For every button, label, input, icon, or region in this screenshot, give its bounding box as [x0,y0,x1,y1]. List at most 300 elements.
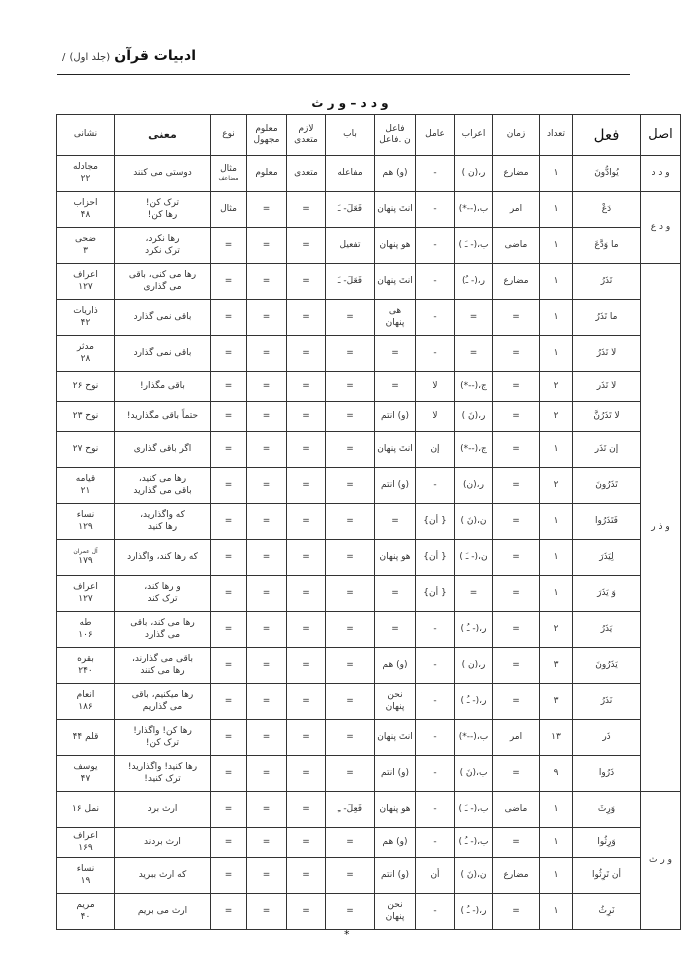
verb-cell: ذَر [573,720,641,756]
meaning-cell [115,192,211,228]
meaning-cell [115,894,211,930]
ref-line: ذاریات [73,306,98,317]
fail-cell [375,300,416,336]
fail-line: (و) انتم [381,869,409,880]
fail-cell [375,828,416,858]
table-row [57,192,681,228]
ref-line: ۴۸ [80,209,91,220]
tense-cell: = [493,504,540,540]
amil-cell: - [416,792,455,828]
ref-line: ۳ [83,245,88,256]
irab-cell: ن،(نَ ) [455,858,493,894]
count-cell: ۲ [540,612,573,648]
meaning-line: رها می کنی، باقی [128,270,197,281]
table-row [57,402,681,432]
type-sub: مضاعف [218,175,239,183]
table-row [57,336,681,372]
malum-cell: = [247,504,287,540]
fail-cell [375,576,416,612]
ref-line: نوح ۲۳ [72,410,99,421]
malum-cell: = [247,756,287,792]
verb-cell: وَرِثُوا [573,828,641,858]
lazim-cell: = [287,468,326,504]
count-cell: ۱۳ [540,720,573,756]
fail-line: (و) انتم [381,410,409,421]
verb-cell: نَذَرُ [573,684,641,720]
count-cell: ۳ [540,648,573,684]
type-value: = [224,443,233,454]
tense-cell: = [493,372,540,402]
tense-cell: = [493,432,540,468]
count-cell: ۱ [540,828,573,858]
type-value: = [224,347,233,358]
ref-line: ۱۹ [80,875,91,886]
table-row [57,432,681,468]
type-value: = [224,803,233,814]
malum-cell: = [247,894,287,930]
type-cell [211,156,247,192]
header-rule [57,74,630,75]
root-cell: و ر ث [641,792,681,930]
count-cell: ۲ [540,468,573,504]
verb-cell: نَرِثُ [573,894,641,930]
meaning-line: حتماً باقی مگذارید! [126,410,199,421]
bab-cell: = [326,540,375,576]
meaning-line: می گذاری [143,281,182,292]
irab-cell: ب،(- ـَ ) [455,228,493,264]
fail-line: = [391,623,399,634]
ref-line: ۲۴۰ [78,665,93,676]
ref-line: اعراف [73,270,98,281]
root-cell: و د ع [641,192,681,264]
fail-cell [375,192,416,228]
fail-cell [375,372,416,402]
col-verb: فعل [573,115,641,156]
type-cell [211,336,247,372]
amil-cell: - [416,156,455,192]
ref-line: مدثر [76,342,94,353]
amil-cell: - [416,684,455,720]
fail-line: پنهان [385,911,405,922]
lazim-cell: = [287,336,326,372]
meaning-cell [115,336,211,372]
fail-line: هو پنهان [379,803,411,814]
count-cell: ۱ [540,228,573,264]
type-value: مثال [220,164,237,175]
lazim-cell: = [287,756,326,792]
meaning-line: می گذاریم [142,701,183,712]
meaning-line: ترک نکرد [145,245,180,256]
malum-cell: = [247,612,287,648]
fail-line: نحن [387,900,403,911]
irab-cell: ر،(ن) [455,468,493,504]
tense-cell: = [493,612,540,648]
bab-cell: = [326,648,375,684]
malum-cell: = [247,648,287,684]
fail-cell [375,612,416,648]
ref-line: ۴۲ [80,317,91,328]
ref-line: ۱۲۷ [78,593,93,604]
lazim-cell: = [287,504,326,540]
meaning-cell [115,792,211,828]
fail-line: هی [388,306,402,317]
count-cell: ۱ [540,504,573,540]
col-type: نوع [211,115,247,156]
count-cell: ۱ [540,336,573,372]
fail-cell [375,264,416,300]
verb-cell: وَرِثَ [573,792,641,828]
malum-cell: معلوم [247,156,287,192]
amil-cell: { أن} [416,540,455,576]
ref-line: نساء [76,510,95,521]
count-cell: ۹ [540,756,573,792]
type-cell [211,264,247,300]
type-value: = [224,836,233,847]
amil-cell: أن [416,858,455,894]
ref-line: ۱۲۹ [78,521,93,532]
malum-cell: = [247,228,287,264]
ref-line: اعراف [73,582,98,593]
meaning-line: رها کنید [147,521,178,532]
table-row [57,756,681,792]
bab-cell: = [326,720,375,756]
lazim-cell: = [287,792,326,828]
verb-cell: يُوادُّونَ [573,156,641,192]
type-cell [211,228,247,264]
irab-cell: ب،(--*) [455,192,493,228]
table-row [57,828,681,858]
ref-line: طه [79,618,92,629]
amil-cell: إن [416,432,455,468]
ref-line: بقره [77,654,94,665]
lazim-cell: = [287,720,326,756]
amil-cell: - [416,192,455,228]
count-cell: ۱ [540,858,573,894]
meaning-cell [115,228,211,264]
fail-line: انتَ پنهان [377,203,413,214]
type-value: = [224,731,233,742]
book-title: ادبیات قرآن [114,48,197,64]
bab-cell: = [326,828,375,858]
table-row [57,858,681,894]
fail-line: = [391,587,399,598]
ref-cell [57,264,115,300]
table-row [57,648,681,684]
bab-cell: = [326,684,375,720]
table-row [57,228,681,264]
meaning-line: ارث برد [147,803,178,814]
col-tense: زمان [493,115,540,156]
ref-cell [57,858,115,894]
col-lazim: لازم متعدی [287,115,326,156]
ref-cell [57,192,115,228]
ref-line: ۲۲ [80,173,91,184]
meaning-cell [115,372,211,402]
meaning-cell [115,468,211,504]
bab-cell: فَعِلَ- ـِ [326,792,375,828]
irab-cell: ر،(- ـُ ) [455,894,493,930]
ref-line: ۱۰۶ [78,629,93,640]
verb-cell: أن تَرِثُوا [573,858,641,894]
ref-cell [57,402,115,432]
ref-line: ضحی [75,234,96,245]
ref-cell [57,792,115,828]
page-header [62,48,196,64]
fail-cell [375,402,416,432]
meaning-cell [115,402,211,432]
meaning-line: ارث می بریم [137,905,188,916]
amil-cell: { أن} [416,504,455,540]
ref-line: ۱۷۹ [78,555,93,566]
count-cell: ۱ [540,576,573,612]
lazim-cell: متعدی [287,156,326,192]
amil-cell: { أن} [416,576,455,612]
type-cell [211,828,247,858]
meaning-cell [115,858,211,894]
ref-cell [57,156,115,192]
irab-cell: ن،(- ـَ ) [455,540,493,576]
meaning-cell [115,684,211,720]
ref-cell [57,540,115,576]
fail-line: نحن [387,690,403,701]
table-row [57,894,681,930]
meaning-line: ارث بردند [144,836,181,847]
fail-line: = [391,347,399,358]
malum-cell: = [247,540,287,576]
fail-line: (و) هم [382,167,408,178]
malum-cell: = [247,336,287,372]
irab-cell: = [455,576,493,612]
lazim-cell: = [287,402,326,432]
bab-cell: = [326,336,375,372]
table-title: و د د – و ر ث [311,96,389,110]
fail-line: (و) هم [382,836,408,847]
ref-line: ۴۷ [80,773,91,784]
fail-line: (و) انتم [381,767,409,778]
type-cell [211,540,247,576]
meaning-line: می گذارد [144,629,181,640]
tense-cell: ماضی [493,228,540,264]
table-row [57,372,681,402]
type-cell [211,612,247,648]
ref-line: ۴۰ [80,911,91,922]
type-value: = [224,410,233,421]
irab-cell: ر،(- ـُ ) [455,684,493,720]
bab-cell: = [326,468,375,504]
amil-cell: - [416,612,455,648]
ref-line: احزاب [73,198,98,209]
ref-line: ۱۲۷ [78,281,93,292]
lazim-cell: = [287,192,326,228]
meaning-line: ترک کند [147,593,178,604]
bab-cell: = [326,504,375,540]
type-cell [211,372,247,402]
ref-line: ۲۸ [80,353,91,364]
fail-cell [375,504,416,540]
lazim-cell: = [287,858,326,894]
type-value: = [224,239,233,250]
lazim-cell: = [287,264,326,300]
malum-cell: = [247,792,287,828]
fail-line: انتَ پنهان [377,275,413,286]
ref-cell [57,468,115,504]
verb-cell: تَذَرُونَ [573,468,641,504]
ref-line: ۱۶۹ [78,842,93,853]
verb-cell: تَذَرُ [573,264,641,300]
verb-cell: لا تَذَرُنَّ [573,402,641,432]
ref-cell [57,684,115,720]
fail-line: هو پنهان [379,551,411,562]
fail-cell [375,756,416,792]
tense-cell: ماضی [493,792,540,828]
fail-line: (و) هم [382,659,408,670]
tense-cell: = [493,756,540,792]
ref-line: اعراف [73,831,98,842]
meaning-line: رها می کند، باقی [130,618,195,629]
lazim-cell: = [287,648,326,684]
ref-cell [57,300,115,336]
malum-cell: = [247,576,287,612]
type-value: مثال [220,203,237,214]
verb-cell: إن تَذَر [573,432,641,468]
fail-cell [375,648,416,684]
meaning-line: باقی می گذارند، [131,654,194,665]
ref-cell [57,756,115,792]
verb-cell: ما تَذَرُ [573,300,641,336]
malum-cell: = [247,432,287,468]
root-cell: و د د [641,156,681,192]
type-value: = [224,767,233,778]
malum-cell: = [247,858,287,894]
type-cell [211,504,247,540]
col-fail: فاعل ن .فاعل [375,115,416,156]
ref-line: مریم [76,900,95,911]
meaning-line: رها میکنیم، باقی [131,690,194,701]
meaning-line: ترک کن! [145,737,180,748]
tense-cell: = [493,300,540,336]
ref-cell [57,504,115,540]
tense-cell: امر [493,192,540,228]
irab-cell: ج،(--*) [455,372,493,402]
fail-line: انتَ پنهان [377,731,413,742]
tense-cell: = [493,336,540,372]
fail-line: پنهان [385,701,405,712]
tense-cell: مضارع [493,264,540,300]
table-row [57,612,681,648]
malum-cell: = [247,264,287,300]
meaning-cell [115,612,211,648]
ref-line: نوح ۲۶ [72,380,99,391]
count-cell: ۱ [540,540,573,576]
ref-line: یوسف [73,762,98,773]
lazim-cell: = [287,576,326,612]
bab-cell: تفعیل [326,228,375,264]
verb-cell: لا تَذَرُ [573,336,641,372]
fail-line: = [391,380,399,391]
table-row [57,792,681,828]
ref-cell [57,336,115,372]
type-value: = [224,275,233,286]
meaning-cell [115,720,211,756]
lazim-cell: = [287,372,326,402]
meaning-line: رها کن! واگذار! [133,726,192,737]
fail-cell [375,720,416,756]
bab-cell: = [326,576,375,612]
verb-cell: ما وَدَّعَ [573,228,641,264]
irab-cell: ب،(- ـَ ) [455,792,493,828]
ref-line: ۱۸۶ [78,701,93,712]
ref-line: قلم ۴۴ [72,731,99,742]
type-cell [211,756,247,792]
fail-cell [375,336,416,372]
meaning-cell [115,156,211,192]
bab-cell: = [326,858,375,894]
meaning-line: رها نکرد، [145,234,180,245]
col-malum: معلوم مجهول [247,115,287,156]
type-cell [211,648,247,684]
ref-cell [57,612,115,648]
bab-cell: = [326,432,375,468]
col-ref: نشانی [57,115,115,156]
irab-cell: ر،(- ـُ) [455,264,493,300]
ref-cell [57,648,115,684]
tense-cell: = [493,648,540,684]
table-row [57,156,681,192]
bab-cell: = [326,372,375,402]
ref-cell [57,576,115,612]
type-cell [211,192,247,228]
irab-cell: ر،(ن ) [455,156,493,192]
tense-cell: = [493,828,540,858]
malum-cell: = [247,468,287,504]
root-cell: و ذ ر [641,264,681,792]
malum-cell: = [247,300,287,336]
irab-cell: ر،(نَ ) [455,402,493,432]
table-row [57,576,681,612]
count-cell: ۱ [540,894,573,930]
meaning-line: باقی نمی گذارد [133,311,192,322]
bab-cell: = [326,894,375,930]
meaning-line: رها می کنند [140,665,185,676]
verb-cell: دَعْ [573,192,641,228]
col-amil: عامل [416,115,455,156]
ref-line: آل عمران [73,548,98,556]
amil-cell: - [416,894,455,930]
footer-mark: * [344,928,350,941]
col-meaning: معنی [115,115,211,156]
header-separator: / [62,52,66,63]
count-cell: ۱ [540,300,573,336]
meaning-line: باقی می گذارید [133,485,192,496]
lazim-cell: = [287,612,326,648]
type-value: = [224,623,233,634]
type-cell [211,792,247,828]
verb-cell: ذَرُوا [573,756,641,792]
irab-cell: ب،(نَ ) [455,756,493,792]
type-cell [211,468,247,504]
verb-cell: يَذَرُونَ [573,648,641,684]
irab-cell: ب،(- ـُ ) [455,828,493,858]
tense-cell: امر [493,720,540,756]
tense-cell: = [493,402,540,432]
meaning-line: دوستی می کنند [133,167,192,178]
malum-cell: = [247,828,287,858]
table-row [57,300,681,336]
meaning-cell [115,828,211,858]
fail-cell [375,468,416,504]
table-row [57,264,681,300]
meaning-line: که واگذارید، [140,510,185,521]
